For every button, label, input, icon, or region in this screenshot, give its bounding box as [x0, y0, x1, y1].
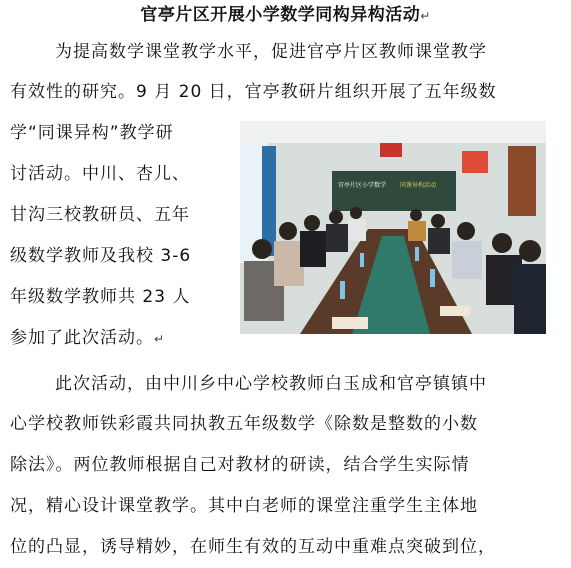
person-body [300, 231, 326, 267]
person-body [428, 228, 450, 254]
para2-line5: 位的凸显，诱导精妙，在师生有效的互动中重难点突破到位， [10, 537, 496, 557]
person-head [329, 210, 343, 224]
para1-line1: 为提高数学课堂教学水平，促进官亭片区教师课堂教学 [55, 42, 487, 62]
para2-line3: 除法》。两位教师根据自己对教材的研读，结合学生实际情 [10, 455, 470, 475]
door [508, 146, 536, 216]
person-head [492, 233, 512, 253]
person-head [457, 222, 475, 240]
person-body [452, 241, 482, 279]
person-head [279, 222, 297, 240]
person-head [519, 240, 541, 262]
para1-line7: 年级数学教师共 23 人 [10, 287, 191, 307]
para1-line8: 参加了此次活动。↵ [10, 328, 166, 348]
blackboard-text-right: 同课异构活动 [400, 182, 437, 189]
person-head [350, 207, 362, 219]
para2-line1: 此次活动，由中川乡中心学校教师白玉成和官亭镇镇中 [55, 374, 487, 394]
person-body [348, 219, 366, 241]
person-head [410, 209, 422, 221]
ceiling [240, 121, 546, 143]
person-body [408, 221, 426, 241]
blackboard-text-left: 官亭片区小学数学 [338, 182, 387, 189]
para1-line4: 讨活动。中川、杏儿、 [10, 164, 190, 184]
person-body [514, 264, 546, 334]
water-bottle [340, 281, 345, 299]
paragraph-mark: ↵ [154, 332, 166, 346]
para1-line6: 级数学教师及我校 3-6 [10, 246, 192, 266]
paragraph-mark: ↵ [420, 9, 431, 23]
water-bottle [360, 253, 364, 267]
water-bottle [415, 247, 419, 261]
person-head [431, 214, 445, 228]
para2-line4: 况，精心设计课堂教学。其中白老师的课堂注重学生主体地 [10, 496, 478, 516]
paper [440, 306, 470, 316]
meeting-photo-illustration [240, 121, 546, 334]
person-head [252, 239, 272, 259]
para1-line3: 学“同课异构”教学研 [10, 123, 174, 143]
meeting-photo [240, 121, 546, 334]
paper [332, 317, 368, 329]
para2-line2: 心学校教师铁彩霞共同执教五年级数学《除数是整数的小数 [10, 414, 478, 434]
flag [380, 143, 402, 157]
para1-line5: 甘沟三校教研员、五年 [10, 205, 190, 225]
blackboard [332, 171, 456, 211]
wall-poster [462, 151, 488, 173]
page-title: 官亭片区开展小学数学同构异构活动↵ [140, 5, 431, 25]
person-head [304, 215, 320, 231]
person-body [274, 241, 304, 286]
water-bottle [430, 269, 435, 287]
para1-line2: 有效性的研究。9 月 20 日，官亭教研片组织开展了五年级数 [10, 82, 497, 102]
person-body [326, 224, 348, 252]
